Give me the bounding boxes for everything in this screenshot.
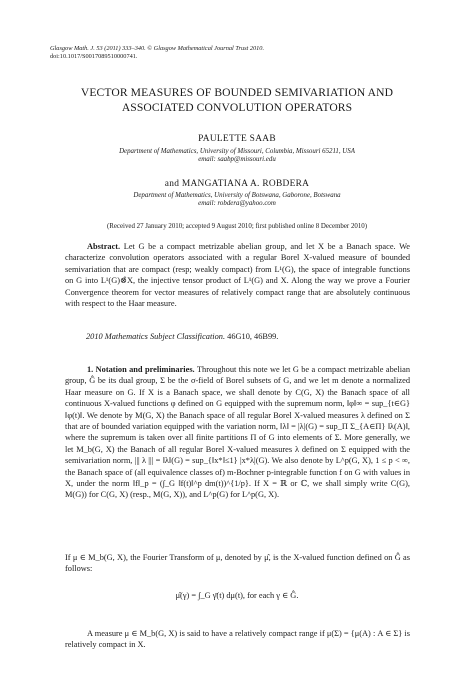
msc-codes: 46G10, 46B99.	[227, 332, 279, 341]
definition-paragraph	[65, 628, 410, 651]
abstract-text: Let G be a compact metrizable abelian group, and let X be a Banach space. We characterize convolution operators associated with a regular Borel X-valued measure of bounded semivariation that are compact (resp; weakly compact) from L¹(G), the space of integrable functions on G into L¹(G)⊗̂X, the injective tensor product of L¹(G) and X. Along the way we prove a Fourier Convergence theorem for vector measures of relatively compact range that are absolutely continuous with respect to the Haar measure.	[65, 242, 410, 309]
author-name-2: and MANGATIANA A. ROBDERA	[164, 179, 310, 189]
author-affiliation-2	[40, 192, 434, 209]
fourier-paragraph	[65, 552, 410, 575]
section-1-text: Throughout this note we let G be a compact metrizable abelian group, Ĝ be its dual group, Σ be the σ-field of Borel subsets of G, and we let m denote a normalized Haar measure on G. If X is a Banach space, we shall denote by C(G, X) the Banach space of all continuous X-valued functions φ defined on G equipped with the supremum norm, ‖φ‖∞ = sup_{t∈G} ‖φ(t)‖. We denote by M(G, X) the Banach space of all regular Borel X-valued measures λ defined on Σ that are of bounded variation equipped with the variation norm, ‖λ‖ = |λ|(G) = sup_Π Σ_{A∈Π} ‖λ(A)‖, where the supremum is taken over all finite partitions Π of G into elements of Σ. More generally, we let M_b(G, X) the Banach of all regular Borel X-valued measures λ defined on Σ equipped with the semivariation norm, ||| λ ||| = ‖λ‖(G) = sup_{‖x*‖≤1} |x*λ|(G). We also denote by L^p(G, X), 1 ≤ p < ∞, the Banach space of (all equivalence classes of) m-Bochner p-integrable function f on G with values in X, under the norm ‖f‖_p = (∫_G ‖f(t)‖^p dm(t))^{1/p}. If X = ℝ or ℂ, we shall simply write C(G), M(G)) for C(G, X) (resp., M(G, X)), and L^p(G) for L^p(G, X).	[65, 365, 411, 500]
affiliation-text-1: Department of Mathematics, University of Missouri, Columbia, Missouri 65211, USA	[119, 148, 355, 155]
msc-classification	[86, 332, 278, 341]
section-1-heading: 1. Notation and preliminaries.	[87, 365, 195, 374]
journal-citation-line: Glasgow Math. J. 53 (2011) 333–340. © Glasgow Mathematical Journal Trust 2010.	[50, 45, 265, 52]
title-line-2: ASSOCIATED CONVOLUTION OPERATORS	[121, 100, 353, 114]
doi-line: doi:10.1017/S0017089510000741.	[50, 53, 138, 61]
section-1	[65, 364, 410, 501]
fourier-formula: μ̂(γ) = ∫_G γ̄(t) dμ(t), for each γ ∈ Ĝ.	[175, 591, 299, 600]
email-1: email: saabp@missouri.edu	[198, 156, 276, 164]
abstract	[65, 241, 410, 309]
definition-text: A measure μ ∈ M_b(G, X) is said to have a relatively compact range if μ(Σ) = {μ(A) : A ∈ Σ} is relatively compact in X.	[65, 629, 410, 650]
title-line-1: VECTOR MEASURES OF BOUNDED SEMIVARIATION AND	[80, 86, 394, 99]
email-2: email: robdera@yahoo.com	[198, 200, 276, 208]
received-dates: (Received 27 January 2010; accepted 9 August 2010; first published online 8 December 2010)	[106, 223, 368, 230]
author-affiliation-1	[40, 148, 434, 165]
msc-label: 2010 Mathematics Subject Classification.	[86, 332, 226, 341]
author-name-1: PAULETTE SAAB	[198, 134, 276, 144]
article-title	[40, 86, 434, 115]
journal-header	[50, 45, 264, 62]
affiliation-text-2: Department of Mathematics, University of Botswana, Gaborone, Botswana	[133, 192, 341, 199]
abstract-label: Abstract.	[87, 242, 121, 251]
fourier-text: If μ ∈ M_b(G, X), the Fourier Transform of μ, denoted by μ̂, is the X-valued function defined on Ĝ as follows:	[65, 553, 410, 574]
